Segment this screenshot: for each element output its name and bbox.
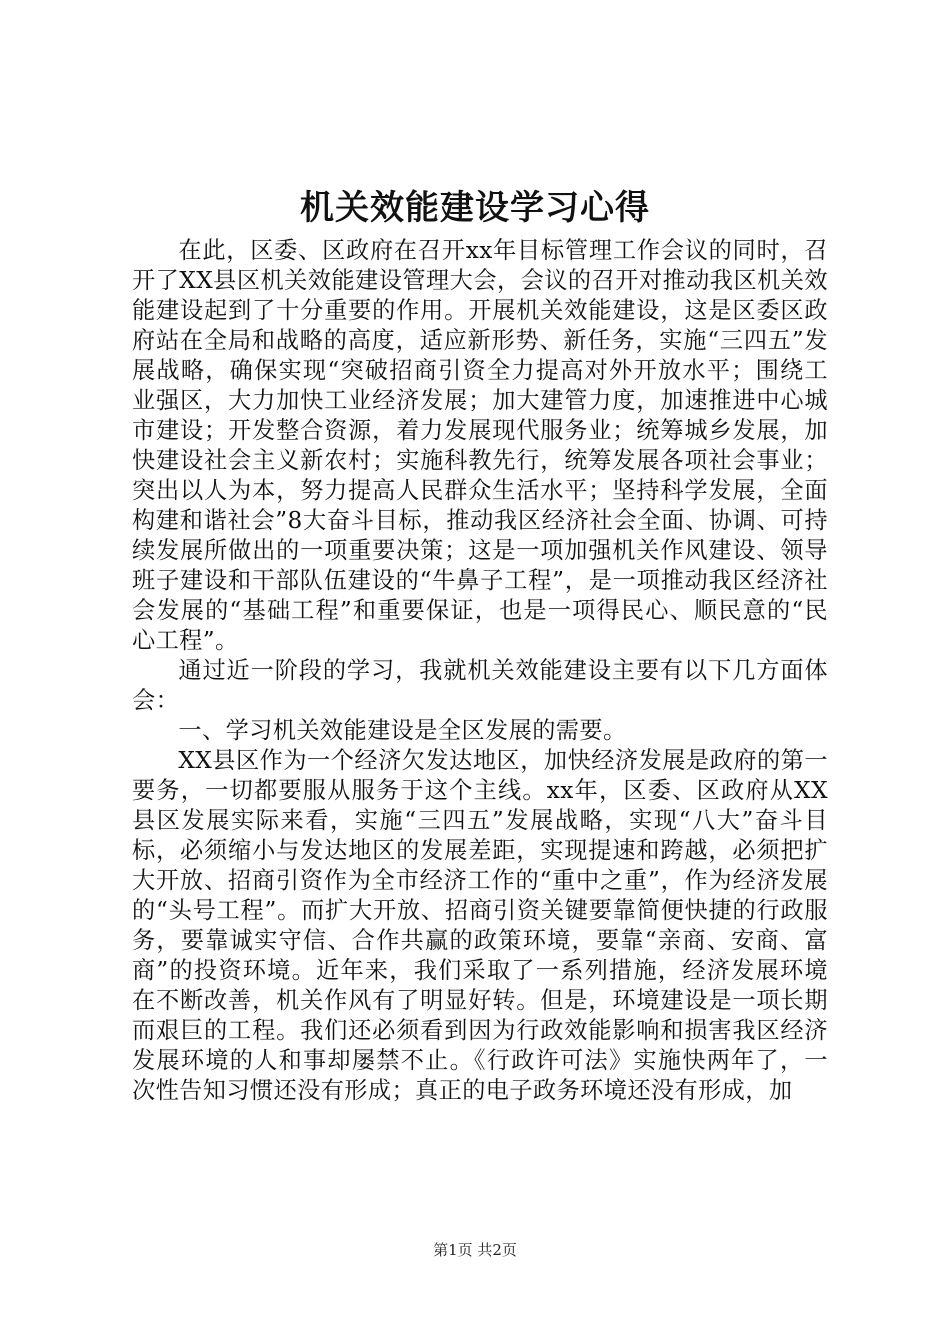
paragraph-intro: 在此，区委、区政府在召开xx年目标管理工作会议的同时，召开了XX县区机关效能建设管理大会，会议的召开对推动我区机关效能建设起到了十分重要的作用。开展机关效能建设，这是区委区政府站在全局和战略的高度，适应新形势、新任务，实施“三四五”发展战略，确保实现“突破招商引资全力提高对外开放水平；围绕工业强区，大力加快工业经济发展；加大建管力度，加速推进中心城市建设；开发整合资源，着力发展现代服务业；统筹城乡发展，加快建设社会主义新农村；实施科教先行，统筹发展各项社会事业；突出以人为本，努力提高人民群众生活水平；坚持科学发展，全面构建和谐社会”8大奋斗目标，推动我区经济社会全面、协调、可持续发展所做出的一项重要决策；这是一项加强机关作风建设、领导班子建设和干部队伍建设的“牛鼻子工程”，是一项推动我区经济社会发展的“基础工程”和重要保证，也是一项得民心、顺民意的“民心工程”。 — [132, 237, 828, 654]
document-body — [132, 236, 828, 1106]
paragraph-section-1: XX县区作为一个经济欠发达地区，加快经济发展是政府的第一要务，一切都要服从服务于这个主线。xx年，区委、区政府从XX县区发展实际来看，实施“三四五”发展战略，实现“八大”奋斗目标，必须缩小与发达地区的发展差距，实现提速和跨越，必须把扩大开放、招商引资作为全市经济工作的“重中之重”，作为经济发展的“头号工程”。而扩大开放、招商引资关键要靠简便快捷的行政服务，要靠诚实守信、合作共赢的政策环境，要靠“亲商、安商、富商”的投资环境。近年来，我们采取了一系列措施，经济发展环境在不断改善，机关作风有了明显好转。但是，环境建设是一项长期而艰巨的工程。我们还必须看到因为行政效能影响和损害我区经济发展环境的人和事却屡禁不止。《行政许可法》实施快两年了，一次性告知习惯还没有形成；真正的电子政务环境还没有形成，加 — [132, 747, 828, 1104]
paragraph-summary: 通过近一阶段的学习，我就机关效能建设主要有以下几方面体会： — [132, 657, 828, 714]
document-title: 机关效能建设学习心得 — [300, 188, 650, 228]
section-heading-1: 一、学习机关效能建设是全区发展的需要。 — [178, 717, 627, 744]
page-number-footer: 第1页 共2页 — [433, 1241, 517, 1259]
